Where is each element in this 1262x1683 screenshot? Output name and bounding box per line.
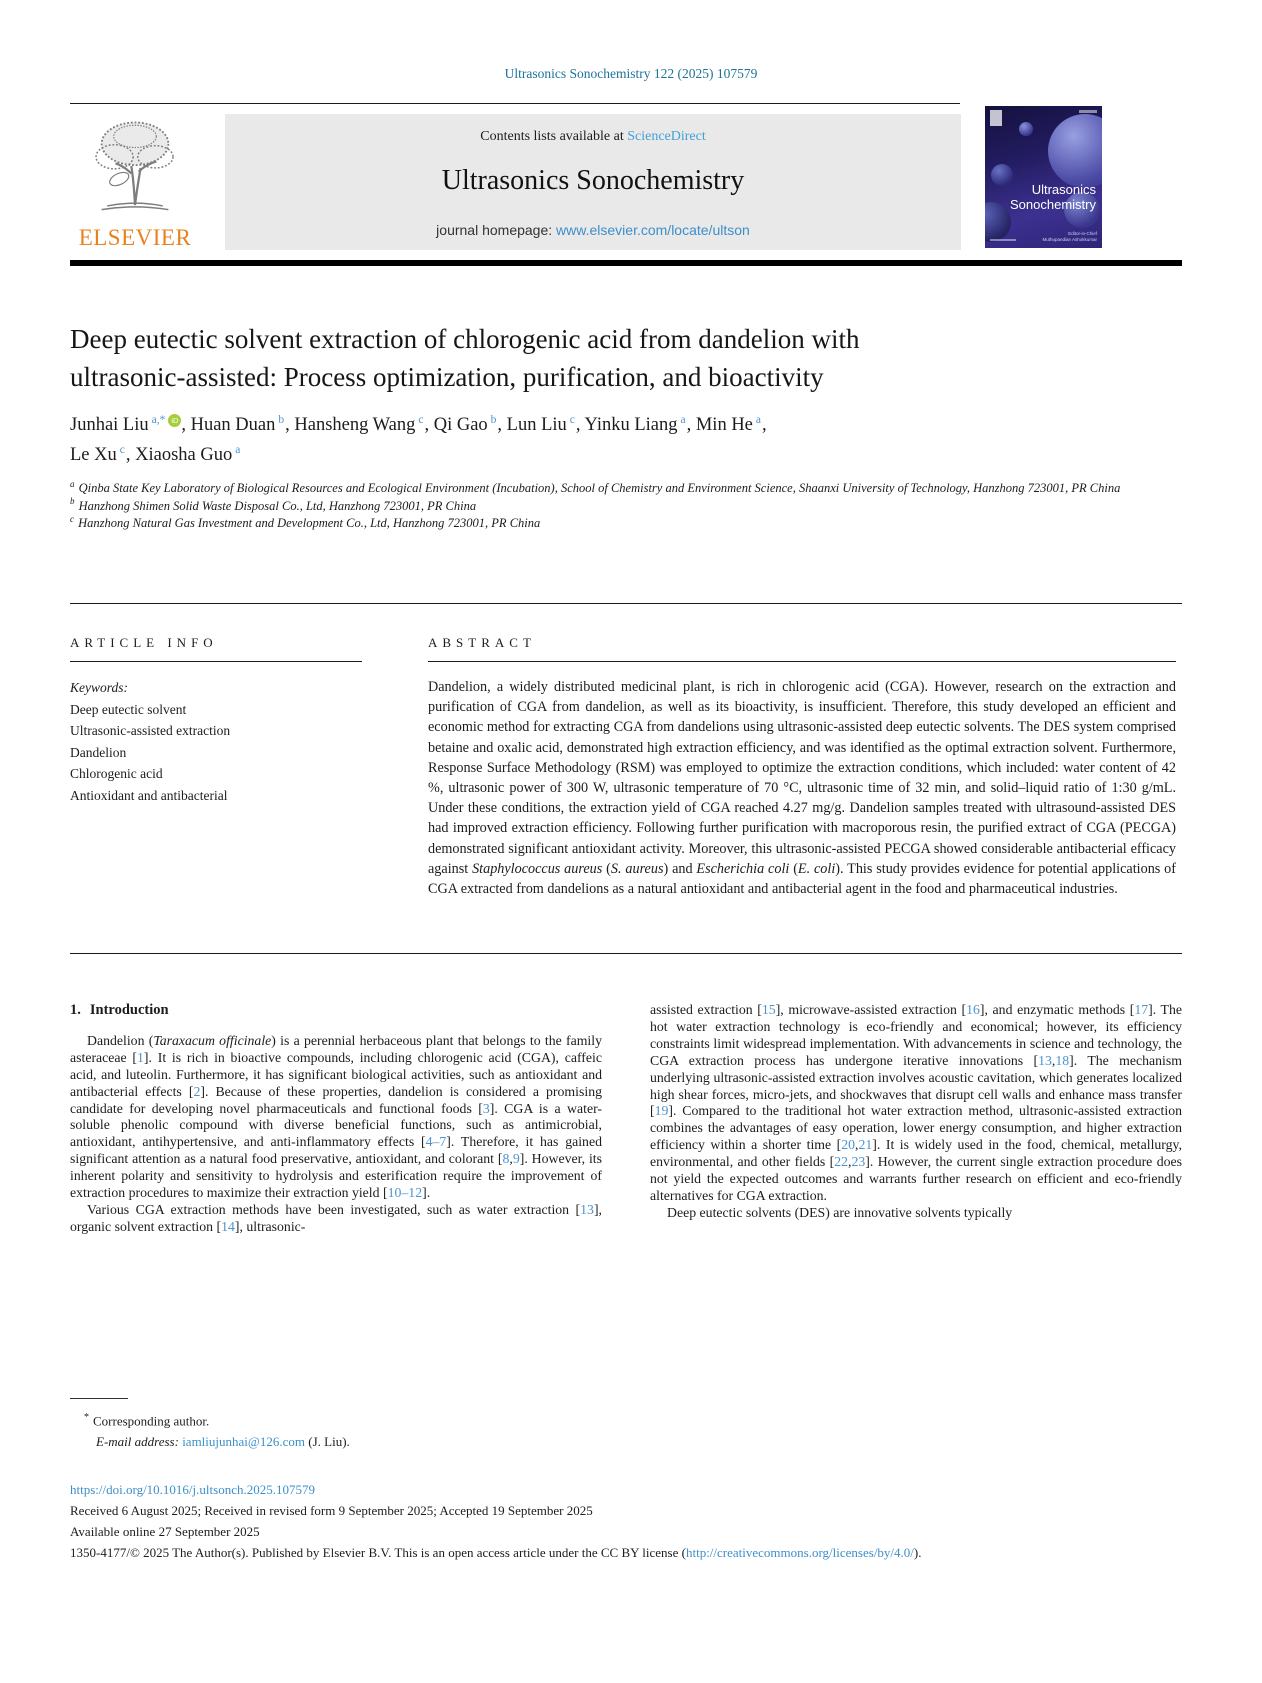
citation-ref[interactable]: 4–7	[425, 1134, 447, 1150]
body-divider	[70, 953, 1182, 954]
orcid-icon[interactable]: iD	[168, 414, 181, 427]
affiliation-text: Hanzhong Shimen Solid Waste Disposal Co., Ltd, Hanzhong 723001, PR China	[75, 498, 477, 513]
citation-ref[interactable]: 1	[137, 1049, 144, 1065]
contents-line	[225, 129, 961, 145]
citation-ref[interactable]: 3	[482, 1100, 490, 1116]
citation-ref[interactable]: 16	[966, 1002, 980, 1017]
citation-ref[interactable]: 2	[193, 1083, 201, 1099]
left-column-text	[70, 1033, 602, 1236]
abstract-column	[428, 635, 1176, 899]
body-left-column	[70, 1002, 602, 1236]
affiliation-sup: a	[70, 478, 75, 489]
italic-text: Staphylococcus aureus	[472, 860, 603, 877]
copyright-suffix: ).	[913, 1545, 922, 1560]
section-divider	[70, 603, 1182, 604]
text-run: ,	[1051, 1052, 1056, 1068]
cover-bubble	[1019, 122, 1033, 136]
keyword: Chlorogenic acid	[70, 766, 163, 781]
text-run: ]. Compared to the traditional hot water extraction method, ultrasonic-assisted extraction combines the advantages of easy operation, lower energy consumption, and higher extraction efficiency within a shorter time [	[650, 1103, 1182, 1153]
article-info-column	[70, 635, 392, 806]
author-separator: ,	[285, 415, 295, 435]
text-run: ]. CGA is a water-soluble phenolic compound with diverse beneficial functions, such as antimicrobial, antioxidant, antihypertensive, and anti-inflammatory effects [	[70, 1100, 602, 1150]
keyword: Deep eutectic solvent	[70, 701, 187, 717]
citation-ref[interactable]: 19	[654, 1103, 669, 1119]
cover-bubble	[1048, 114, 1102, 188]
author-affiliation-sup[interactable]: a,*	[151, 413, 166, 426]
section-title: Introduction	[89, 1002, 169, 1018]
citation-ref[interactable]: 22	[834, 1154, 849, 1170]
text-run: assisted extraction [	[650, 1002, 762, 1017]
keywords-list	[70, 699, 392, 807]
email-link[interactable]: iamliujunhai@126.com	[182, 1434, 306, 1450]
article-info-rule	[70, 661, 362, 662]
author-affiliation-sup[interactable]: b	[490, 413, 497, 426]
author-affiliation-sup[interactable]: c	[418, 413, 424, 426]
author-separator: ,	[181, 415, 191, 435]
affiliation-text: Hanzhong Natural Gas Investment and Development Co., Ltd, Hanzhong 723001, PR China	[75, 516, 541, 530]
keyword: Antioxidant and antibacterial	[70, 787, 228, 803]
homepage-link[interactable]: www.elsevier.com/locate/ultson	[556, 222, 750, 238]
author-name: Junhai Liu	[70, 415, 149, 435]
body-right-column	[650, 1002, 1182, 1236]
journal-citation: Ultrasonics Sonochemistry 122 (2025) 107579	[504, 66, 758, 81]
author-name: Huan Duan	[190, 415, 276, 435]
author-name: Xiaosha Guo	[135, 445, 233, 465]
copyright-text: 1350-4177/© 2025 The Author(s). Published by Elsevier B.V. This is an open access article under the CC BY license (	[70, 1545, 686, 1560]
author-affiliation-sup[interactable]: a	[680, 413, 686, 426]
text-run: (	[789, 860, 798, 877]
elsevier-logo[interactable]	[70, 116, 200, 256]
citation-ref[interactable]: 13	[580, 1201, 594, 1217]
right-column-text	[650, 1002, 1182, 1222]
email-suffix: (J. Liu).	[305, 1434, 350, 1450]
corresponding-author-note	[70, 1407, 690, 1431]
author-affiliation-sup[interactable]: c	[569, 413, 575, 426]
contents-text: Contents lists available at	[480, 129, 628, 144]
cover-issn-mark	[1079, 110, 1097, 113]
cover-editor-name: Muthupandian Ashokkumar	[1042, 237, 1097, 242]
email-label: E-mail address:	[96, 1434, 179, 1450]
cover-editor-block	[1042, 231, 1097, 243]
text-run: (	[602, 860, 611, 877]
journal-masthead-box	[225, 114, 961, 250]
footnote-block	[70, 1398, 690, 1452]
text-run: ]. The mechanism underlying ultrasonic-assisted extraction involves acoustic cavitation, which generates localized high shear forces, micro-jets, and shockwaves that disrupt cell walls and enhance mass transfer [	[650, 1052, 1182, 1119]
doi-link[interactable]: https://doi.org/10.1016/j.ultsonch.2025.107579	[70, 1482, 315, 1497]
author-line	[70, 440, 1130, 470]
affiliation	[70, 480, 1140, 498]
affiliation-sup: b	[70, 496, 75, 507]
text-run: ]. However, the current single extraction procedure does not yield the expected outcomes and warrants further research on efficient and eco-friendly alternatives for CGA extraction.	[650, 1154, 1182, 1203]
cover-journal-title	[1010, 182, 1096, 212]
received-dates: Received 6 August 2025; Received in revised form 9 September 2025; Accepted 19 September 2025	[70, 1503, 593, 1518]
citation-ref[interactable]: 20	[841, 1137, 856, 1153]
affiliation	[70, 498, 1140, 516]
text-run: ,	[848, 1154, 852, 1170]
affiliation-sup: c	[70, 513, 74, 524]
author-name: Hansheng Wang	[294, 415, 416, 435]
text-run: ) is a perennial herbaceous plant that belongs to the family asteraceae [	[70, 1032, 602, 1065]
author-name: Min He	[695, 415, 753, 435]
sciencedirect-link[interactable]: ScienceDirect	[627, 129, 706, 144]
corresponding-text: Corresponding author.	[93, 1413, 210, 1429]
journal-title: Ultrasonics Sonochemistry	[441, 165, 745, 196]
citation-ref[interactable]: 10–12	[387, 1185, 423, 1201]
elsevier-wordmark: ELSEVIER	[78, 225, 192, 250]
cover-bubble	[985, 202, 1011, 242]
article-info-heading: ARTICLE INFO	[70, 635, 218, 650]
author-affiliation-sup[interactable]: b	[278, 413, 285, 426]
author-separator: ,	[575, 415, 585, 435]
text-run: Dandelion, a widely distributed medicinal plant, is rich in chlorogenic acid (CGA). However, research on the extraction and purification of CGA from dandelion, as well as its bioactivity, is insufficient. Therefore, this study developed an efficient and economic method for extracting CGA from dandelions using ultrasonic-assisted deep eutectic solvents. The DES system comprised betaine and oxalic acid, demonstrated high extraction efficiency, and was identified as the optimal extraction solvent. Furthermore, Response Surface Methodology (RSM) was employed to optimize the extraction conditions, which included: water content of 42 %, ultrasonic power of 300 W, ultrasonic temperature of 70 °C, ultrasonic time of 32 min, and solid–liquid ratio of 1:30 g/mL. Under these conditions, the extraction yield of CGA reached 4.27 mg/g. Dandelion samples treated with ultrasound-assisted DES had improved extraction efficiency. Following further purification with macroporous resin, the purified extract of CGA (PECGA) demonstrated significant antioxidant activity. Moreover, this ultrasonic-assisted PECGA showed considerable antibacterial efficacy against	[428, 679, 1176, 877]
author-affiliation-sup[interactable]: a	[755, 413, 762, 426]
cover-editor-label: Editor-in-Chief	[1068, 231, 1097, 236]
article-title-line1: Deep eutectic solvent extraction of chlorogenic acid from dandelion with	[70, 324, 860, 354]
author-separator: ,	[686, 415, 696, 435]
text-run: ]. Therefore, it has gained significant attention as a natural food preservative, antioxidant, and colorant [	[70, 1134, 602, 1167]
text-run: ], microwave-assisted extraction [	[775, 1002, 967, 1017]
affiliation-text: Qinba State Key Laboratory of Biological Resources and Ecological Environment (Incubation), School of Chemistry and Environment Science, Shaanxi University of Technology, Hanzhong 723001, PR China	[75, 481, 1121, 495]
citation-ref[interactable]: 21	[858, 1137, 873, 1153]
homepage-line	[225, 222, 961, 238]
asterisk: *	[84, 1412, 89, 1423]
text-run: ]. However, its inherent polarity and sensitivity to hydrolysis and esterification require the improvement of extraction procedures to maximize their extraction yield [	[70, 1151, 602, 1201]
text-run: ], and enzymatic methods [	[979, 1002, 1135, 1017]
italic-text: Escherichia coli	[696, 860, 790, 877]
author-name: Qi Gao	[433, 415, 488, 435]
paragraph	[70, 1033, 602, 1202]
author-affiliation-sup[interactable]: a	[235, 443, 241, 456]
email-note	[70, 1431, 690, 1452]
text-run: ]. The hot water extraction technology is eco-friendly and economical; however, its efficiency constraints limit widespread implementation. With advancements in science and technology, the CGA extraction process has undergone iterative innovations [	[650, 1002, 1182, 1068]
text-run: ). This study provides evidence for potential applications of CGA extracted from dandelions as a natural antioxidant and antibacterial agent in the food and pharmaceutical industries.	[428, 860, 1176, 898]
article-title-line2: ultrasonic-assisted: Process optimization, purification, and bioactivity	[70, 362, 824, 392]
author-affiliation-sup[interactable]: c	[119, 443, 125, 456]
author-list	[70, 410, 1130, 470]
journal-header	[70, 100, 1182, 270]
text-run: ].	[422, 1185, 431, 1201]
copyright-line	[70, 1542, 1184, 1563]
cover-title-line1: Ultrasonics	[1031, 182, 1096, 197]
paragraph	[70, 1202, 602, 1236]
elsevier-tree-icon	[76, 205, 194, 222]
text-run: ,	[509, 1151, 513, 1167]
author-separator: ,	[762, 415, 767, 435]
citation-ref[interactable]: 17	[1134, 1002, 1149, 1017]
keyword: Dandelion	[70, 744, 127, 760]
author-name: Lun Liu	[506, 415, 567, 435]
author-line	[70, 410, 1130, 440]
citation-ref[interactable]: 9	[512, 1151, 520, 1167]
journal-cover-thumbnail[interactable]	[985, 106, 1102, 248]
section-number: 1.	[70, 1002, 81, 1018]
text-run: ], ultrasonic-	[234, 1218, 306, 1234]
paragraph	[650, 1205, 1182, 1222]
text-run: Deep eutectic solvents (DES) are innovative solvents typically	[667, 1204, 1013, 1220]
text-run: ], organic solvent extraction [	[70, 1201, 602, 1234]
header-top-rule	[70, 103, 960, 104]
author-separator: ,	[497, 415, 507, 435]
cc-license-link[interactable]: http://creativecommons.org/licenses/by/4.0/	[685, 1545, 914, 1560]
footer-block	[70, 1479, 1184, 1563]
available-online: Available online 27 September 2025	[70, 1524, 260, 1539]
article-title	[70, 320, 1090, 396]
footnote-rule	[70, 1398, 128, 1399]
citation-ref[interactable]: 15	[761, 1002, 776, 1017]
keywords-label: Keywords:	[70, 680, 128, 695]
author-name: Yinku Liang	[584, 415, 678, 435]
italic-text: S. aureus	[610, 860, 664, 877]
citation-ref[interactable]: 23	[851, 1154, 866, 1170]
text-run: ]. It is widely used in the food, chemical, metallurgy, environmental, and other fields [	[650, 1137, 1182, 1170]
author-separator: ,	[424, 415, 434, 435]
section-heading	[70, 1002, 602, 1019]
italic-text: E. coli	[797, 860, 836, 877]
citation-ref[interactable]: 18	[1055, 1052, 1070, 1068]
text-run: ]. It is rich in bioactive compounds, including chlorogenic acid (CGA), caffeic acid, and luteolin. Furthermore, it has significant biological activities, such as antioxidant and antibacterial effects [	[70, 1049, 602, 1099]
cover-footer-decoration	[990, 239, 1016, 241]
citation-ref[interactable]: 13	[1038, 1052, 1052, 1068]
text-run: Dandelion (	[87, 1032, 154, 1048]
affiliation	[70, 515, 1140, 533]
header-thick-rule	[70, 260, 1182, 266]
homepage-label: journal homepage:	[436, 222, 557, 238]
abstract-heading: ABSTRACT	[428, 635, 536, 650]
paragraph	[650, 1002, 1182, 1205]
author-name: Le Xu	[70, 445, 117, 465]
text-run: Various CGA extraction methods have been investigated, such as water extraction [	[87, 1201, 581, 1217]
italic-text: Taraxacum officinale	[153, 1032, 272, 1048]
cover-elsevier-mark	[990, 110, 1002, 126]
abstract-text	[428, 677, 1176, 899]
citation-ref[interactable]: 14	[221, 1218, 235, 1234]
affiliation-list	[70, 480, 1140, 533]
text-run: ]. Because of these properties, dandelion is considered a promising candidate for developing novel pharmaceuticals and functional foods [	[70, 1083, 602, 1116]
cover-title-line2: Sonochemistry	[1010, 197, 1096, 212]
citation-ref[interactable]: 8	[502, 1151, 510, 1167]
text-run: ,	[855, 1137, 859, 1153]
body-columns	[70, 1002, 1182, 1236]
author-separator: ,	[125, 445, 136, 465]
abstract-rule	[428, 661, 1176, 662]
text-run: ) and	[663, 860, 697, 877]
keyword: Ultrasonic-assisted extraction	[70, 723, 231, 738]
